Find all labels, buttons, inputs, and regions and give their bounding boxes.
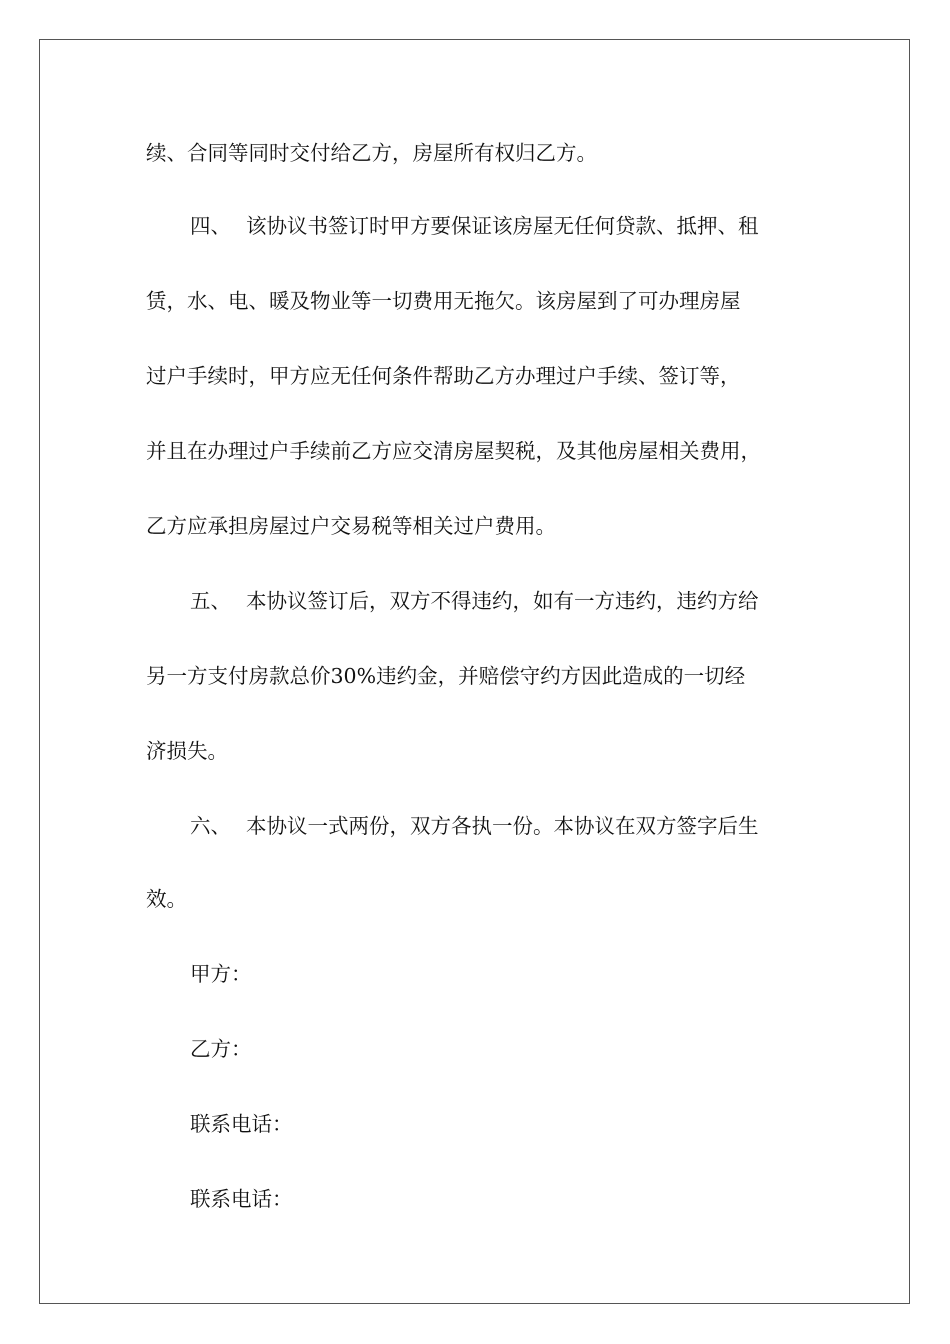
clause-four-text: 该协议书签订时甲方要保证该房屋无任何贷款、抵押、租 xyxy=(246,214,759,238)
clause-number-four: 四、 xyxy=(190,214,231,238)
party-a-phone-label: 联系电话： xyxy=(190,1112,293,1136)
text-line-11: 效。 xyxy=(146,887,187,911)
text-line-3: 赁，水、电、暖及物业等一切费用无拖欠。该房屋到了可办理房屋 xyxy=(146,289,741,313)
party-a-label: 甲方： xyxy=(190,962,252,986)
party-b-phone-label: 联系电话： xyxy=(190,1187,293,1211)
clause-five-first-line xyxy=(190,587,759,615)
clause-five-text: 本协议签订后，双方不得违约，如有一方违约，违约方给 xyxy=(246,589,759,613)
clause-six-first-line xyxy=(190,812,759,840)
party-b-label: 乙方： xyxy=(190,1037,252,1061)
clause-six-text: 本协议一式两份，双方各执一份。本协议在双方签字后生 xyxy=(246,814,759,838)
text-line-4: 过户手续时，甲方应无任何条件帮助乙方办理过户手续、签订等， xyxy=(146,364,741,388)
text-line-1: 续、合同等同时交付给乙方，房屋所有权归乙方。 xyxy=(146,141,597,165)
text-line-8: 另一方支付房款总价30%违约金，并赔偿守约方因此造成的一切经 xyxy=(146,664,746,688)
clause-number-five: 五、 xyxy=(190,589,231,613)
clause-four-first-line xyxy=(190,212,759,240)
text-line-6: 乙方应承担房屋过户交易税等相关过户费用。 xyxy=(146,514,556,538)
clause-number-six: 六、 xyxy=(190,814,231,838)
text-line-5: 并且在办理过户手续前乙方应交清房屋契税，及其他房屋相关费用， xyxy=(146,439,761,463)
text-line-9: 济损失。 xyxy=(146,739,228,763)
